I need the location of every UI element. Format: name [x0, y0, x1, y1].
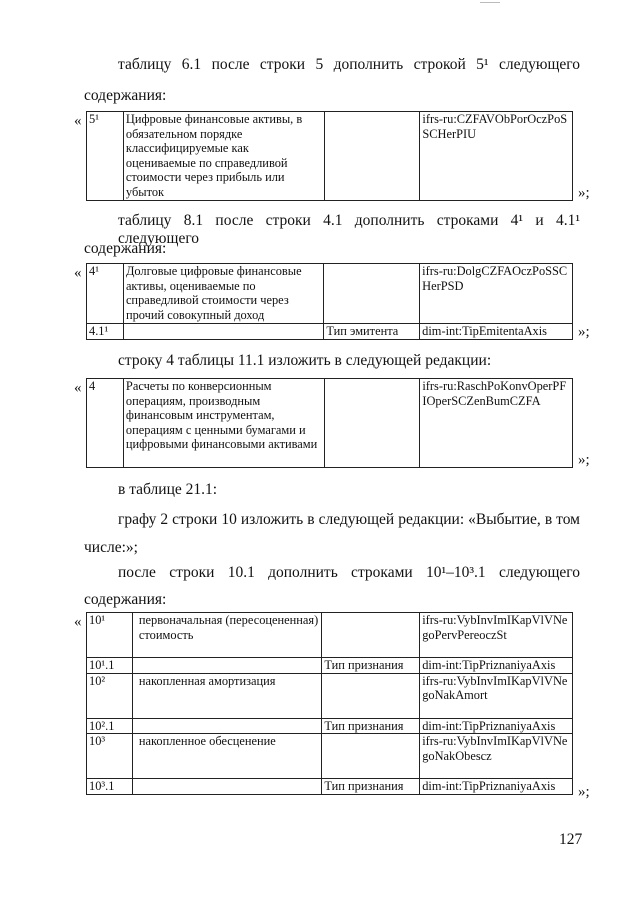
table-row [87, 673, 573, 718]
row-code: dim-int:TipPriznaniyaAxis [420, 658, 573, 674]
para1-line2: содержания: [84, 87, 167, 104]
para6-line1: после строки 10.1 дополнить строками 10¹–10³.1 следующего [118, 564, 580, 581]
close-quote: »; [578, 452, 590, 468]
row-type [324, 264, 420, 324]
row-type: Тип признания [322, 779, 420, 795]
row-number: 10².1 [87, 718, 133, 734]
row-type: Тип признания [322, 718, 420, 734]
row-type [324, 112, 420, 201]
row-code: dim-int:TipPriznaniyaAxis [420, 779, 573, 795]
row-type [322, 673, 420, 718]
para4-line1: в таблице 21.1: [118, 481, 218, 498]
para5-line1: графу 2 строки 10 изложить в следующей редакции: «Выбытие, в том [118, 511, 580, 528]
row-type [324, 379, 420, 468]
scan-mark [480, 2, 500, 3]
close-quote: »; [578, 784, 590, 800]
open-quote: « [74, 614, 82, 630]
open-quote: « [74, 265, 82, 281]
row-number: 10³.1 [87, 779, 133, 795]
open-quote: « [74, 113, 82, 129]
table-6-1-insert [86, 111, 573, 201]
row-type: Тип признания [322, 658, 420, 674]
row-number: 10¹.1 [87, 658, 133, 674]
para2-line2: содержания: [84, 240, 167, 257]
row-name: первоначальная (пересоцененная) стоимость [132, 613, 322, 658]
table-row [87, 324, 573, 340]
para1-line1: таблицу 6.1 после строки 5 дополнить строкой 5¹ следующего [118, 56, 580, 73]
table-row [87, 718, 573, 734]
row-name [132, 658, 322, 674]
table-row [87, 658, 573, 674]
row-code: dim-int:TipEmitentaAxis [420, 324, 573, 340]
table-11-1-row4 [86, 378, 573, 468]
row-number: 4¹ [87, 264, 124, 324]
row-name: накопленная амортизация [132, 673, 322, 718]
row-code: ifrs-ru:VybInvImIKapVlVNegoPervPereoczSt [420, 613, 573, 658]
close-quote: »; [578, 324, 590, 340]
row-type: Тип эмитента [324, 324, 420, 340]
row-number: 5¹ [87, 112, 124, 201]
table-21-1-insert [86, 612, 573, 795]
table-row [87, 112, 573, 201]
row-number: 4.1¹ [87, 324, 124, 340]
page-number: 127 [559, 831, 583, 848]
para5-line2: числе:»; [84, 539, 138, 556]
close-quote: »; [578, 185, 590, 201]
row-code: ifrs-ru:RaschPoKonvOperPFIOperSCZenBumCZFA [420, 379, 573, 468]
row-number: 4 [87, 379, 124, 468]
row-name [132, 779, 322, 795]
open-quote: « [74, 380, 82, 396]
row-code: ifrs-ru:DolgCZFAOczPoSSCHerPSD [420, 264, 573, 324]
para3-line1: строку 4 таблицы 11.1 изложить в следующей редакции: [118, 352, 492, 369]
row-name: Расчеты по конверсионным операциям, производным финансовым инструментам, операциям с ценными бумагами и цифровыми финансовыми активами [123, 379, 324, 468]
row-type [322, 613, 420, 658]
row-number: 10³ [87, 734, 133, 779]
row-name [123, 324, 323, 340]
row-code: ifrs-ru:VybInvImIKapVlVNegoNakObescz [420, 734, 573, 779]
row-code: ifrs-ru:CZFAVObPorOczPoSSCHerPIU [420, 112, 573, 201]
row-code: dim-int:TipPriznaniyaAxis [420, 718, 573, 734]
para2-line1: таблицу 8.1 после строки 4.1 дополнить строками 4¹ и 4.1¹ следующего [118, 212, 580, 247]
row-number: 10¹ [87, 613, 133, 658]
row-name: Цифровые финансовые активы, в обязательном порядке классифицируемые как оцениваемые по справедливой стоимости через прибыль или убыток [123, 112, 324, 201]
para6-line2: содержания: [84, 591, 167, 608]
row-name: накопленное обесценение [132, 734, 322, 779]
table-row [87, 379, 573, 468]
row-code: ifrs-ru:VybInvImIKapVlVNegoNakAmort [420, 673, 573, 718]
table-8-1-insert [86, 263, 573, 340]
row-number: 10² [87, 673, 133, 718]
table-row [87, 734, 573, 779]
table-row [87, 264, 573, 324]
table-row [87, 779, 573, 795]
table-row [87, 613, 573, 658]
row-name [132, 718, 322, 734]
row-name: Долговые цифровые финансовые активы, оцениваемые по справедливой стоимости через прочий совокупный доход [123, 264, 323, 324]
row-type [322, 734, 420, 779]
